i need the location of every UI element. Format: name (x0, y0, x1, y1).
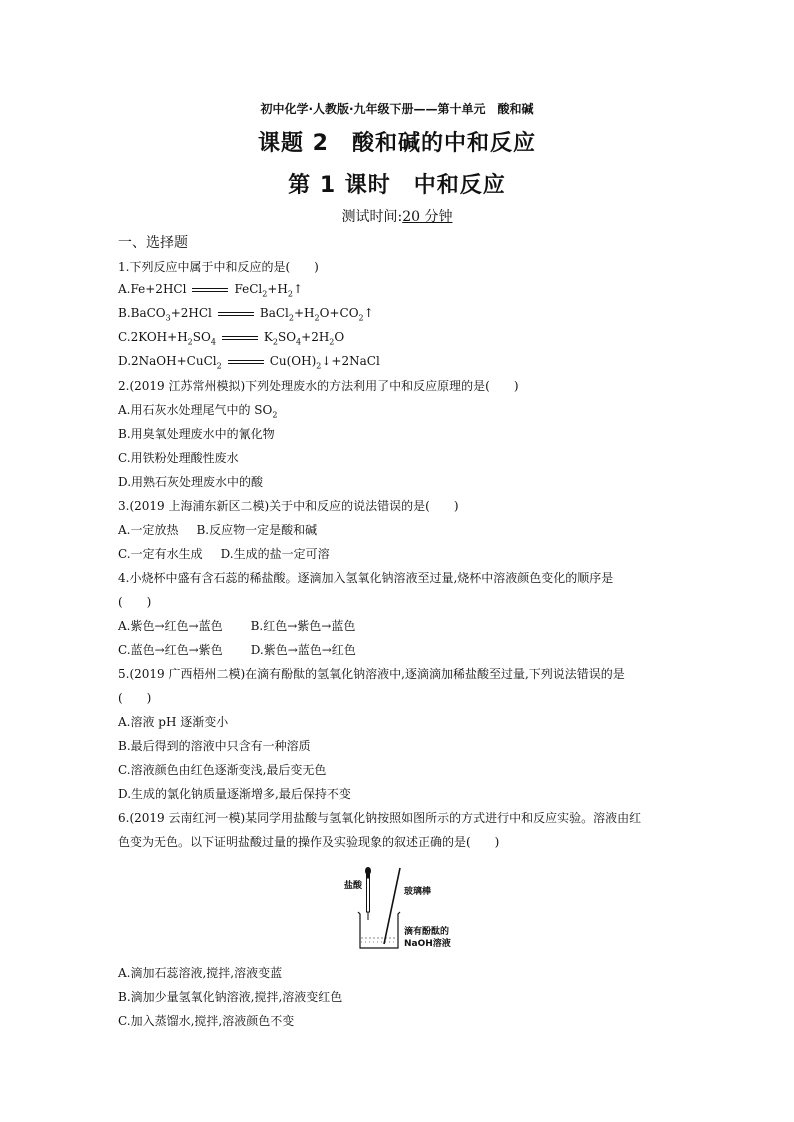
equation-sign (192, 288, 228, 292)
q2-option-a: A.用石灰水处理尾气中的 $SO_2$ (118, 403, 278, 420)
q5-option-b: B.最后得到的溶液中只含有一种溶质 (118, 739, 311, 753)
q6-stem-line1: 6.(2019 云南红河一模)某同学用盐酸与氢氧化钠按照如图所示的方式进行中和反应实验。溶液由红 (118, 811, 642, 825)
q1-option-c: $C.2KOH+H_2SO_4$ $K_2SO_4+2H_2O$ (118, 330, 345, 347)
dropper-bulb (365, 867, 371, 875)
q3-stem: 3.(2019 上海浦东新区二模)关于中和反应的说法错误的是( ) (118, 499, 459, 513)
beaker-outline (358, 912, 400, 948)
lesson-subtitle: 第 1 课时 中和反应 (288, 173, 506, 198)
q6-stem-line2: 色变为无色。以下证明盐酸过量的操作及实验现象的叙述正确的是( ) (118, 835, 500, 849)
q4-option-d: D.紫色→蓝色→红色 (250, 643, 356, 657)
q1-option-a: A.Fe+2HCl $FeCl_2+H_2↑$ (118, 282, 304, 299)
q5-option-d: D.生成的氯化钠质量逐渐增多,最后保持不变 (118, 787, 351, 801)
q4-option-b: B.红色→紫色→蓝色 (250, 619, 356, 633)
test-time-value: 20 分钟 (402, 209, 453, 225)
equation-sign (228, 360, 264, 364)
q2-option-d: D.用熟石灰处理废水中的酸 (118, 475, 264, 489)
q4-options-ab (118, 617, 355, 634)
q6-option-b: B.滴加少量氢氧化钠溶液,搅拌,溶液变红色 (118, 990, 343, 1004)
section-title: 一、选择题 (118, 235, 188, 251)
test-time (0, 206, 794, 226)
fig-label-rod: 玻璃棒 (404, 887, 432, 897)
q4-stem: 4.小烧杯中盛有含石蕊的稀盐酸。逐滴加入氢氧化钠溶液至过量,烧杯中溶液颜色变化的顺序是 (118, 571, 614, 585)
q1-option-d: D.2NaOH+CuCl$_2$ $Cu(OH)_2↓+2NaCl$ (118, 354, 380, 371)
q3-options-cd (118, 545, 330, 562)
q1-option-b: B.BaCO$_3$+2HCl $BaCl_2+H_2O+CO_2↑$ (118, 306, 374, 323)
fig-label-solution-2: NaOH溶液 (404, 939, 451, 949)
fig-label-solution-1: 滴有酚酞的 (404, 927, 450, 937)
course-line: 初中化学·人教版·九年级下册——第十单元 酸和碱 (260, 102, 534, 116)
q3-option-d: D.生成的盐一定可溶 (220, 547, 330, 561)
q3-option-c: C.一定有水生成 (118, 547, 203, 561)
beaker-figure (340, 866, 470, 956)
q5-option-c: C.溶液颜色由红色逐渐变浅,最后变无色 (118, 763, 327, 777)
q4-paren: ( ) (118, 595, 152, 609)
fig-label-acid: 盐酸 (344, 881, 363, 891)
q2-stem: 2.(2019 江苏常州模拟)下列处理废水的方法利用了中和反应原理的是( ) (118, 379, 519, 393)
equation-sign (218, 312, 254, 316)
q1-stem: 1.下列反应中属于中和反应的是( ) (118, 260, 319, 274)
q5-option-a: A.溶液 pH 逐渐变小 (118, 715, 229, 729)
q6-option-a: A.滴加石蕊溶液,搅拌,溶液变蓝 (118, 966, 283, 980)
q4-options-cd (118, 641, 356, 658)
lesson-title: 课题 2 酸和碱的中和反应 (258, 131, 536, 156)
dropper-tube (367, 878, 370, 912)
q6-option-c: C.加入蒸馏水,搅拌,溶液颜色不变 (118, 1014, 295, 1028)
q2-option-c: C.用铁粉处理酸性废水 (118, 451, 239, 465)
q2-option-b: B.用臭氧处理废水中的氰化物 (118, 427, 275, 441)
dropper-neck (366, 874, 370, 878)
q3-option-a: A.一定放热 (118, 523, 179, 537)
q3-option-b: B.反应物一定是酸和碱 (196, 523, 318, 537)
q3-options-ab (118, 521, 317, 538)
q5-paren: ( ) (118, 691, 152, 705)
q4-option-c: C.蓝色→红色→紫色 (118, 643, 223, 657)
test-time-label: 测试时间: (341, 209, 403, 225)
q4-option-a: A.紫色→红色→蓝色 (118, 619, 223, 633)
equation-sign (222, 336, 258, 340)
q5-stem: 5.(2019 广西梧州二模)在滴有酚酞的氢氧化钠溶液中,逐滴滴加稀盐酸至过量,下列说法错误的是 (118, 667, 625, 681)
